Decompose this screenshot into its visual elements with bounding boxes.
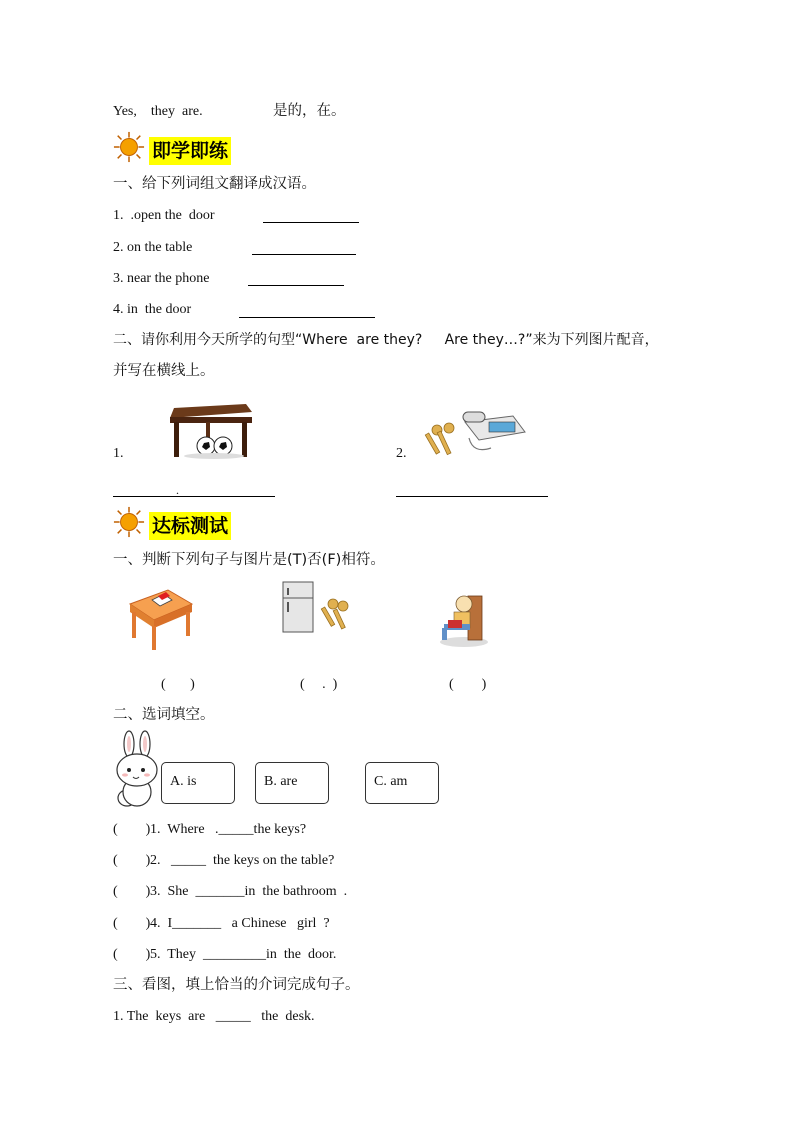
phrase-item: 4. in the door — [113, 302, 192, 317]
intro-chinese: 是的，在。 — [273, 103, 346, 119]
picture-label: 2. — [396, 446, 407, 461]
book-on-table-picture — [128, 582, 194, 652]
fridge-and-keys-picture — [281, 580, 351, 634]
question-text: 5. They _________in the door. — [150, 947, 337, 962]
phrase-item: 1. .open the door — [113, 208, 215, 223]
test-part3-title: 三、看图，填上恰当的介词完成句子。 — [113, 977, 360, 993]
option-label: B. are — [264, 774, 298, 789]
answer-blank[interactable] — [113, 496, 275, 497]
prep-question: 1. The keys are _____ the desk. — [113, 1009, 315, 1024]
answer-blank[interactable] — [252, 254, 356, 255]
question-text: 3. She _______in the bathroom . — [150, 884, 348, 899]
question-paren[interactable]: ( ) — [113, 947, 151, 962]
answer-blank[interactable] — [239, 317, 375, 318]
test-part2-title: 二、选词填空。 — [113, 707, 215, 723]
answer-blank[interactable] — [248, 285, 344, 286]
question-paren[interactable]: ( ) — [113, 853, 151, 868]
question-paren[interactable]: ( ) — [113, 884, 151, 899]
answer-blank[interactable] — [396, 496, 548, 497]
rabbit-picture — [113, 730, 163, 812]
option-label: C. am — [374, 774, 408, 789]
keys-and-phone-picture — [423, 408, 527, 460]
answer-paren[interactable]: ( . ) — [300, 677, 338, 692]
question-paren[interactable]: ( ) — [113, 822, 151, 837]
picture-label: 1. — [113, 446, 124, 461]
sun-icon — [113, 131, 145, 163]
phrase-item: 2. on the table — [113, 240, 193, 255]
question-text: 4. I_______ a Chinese girl ? — [150, 916, 330, 931]
answer-paren[interactable]: ( ) — [449, 677, 487, 692]
option-label: A. is — [170, 774, 197, 789]
answer-paren[interactable]: ( ) — [161, 677, 195, 692]
section2-heading: 达标测试 — [149, 512, 231, 540]
person-in-chair-picture — [438, 592, 490, 648]
intro-english: Yes, they are. — [113, 104, 203, 119]
sun-icon — [113, 506, 145, 538]
table-with-balls-picture — [168, 400, 254, 460]
phrase-item: 3. near the phone — [113, 271, 210, 286]
option-box-c[interactable] — [365, 762, 439, 804]
option-box-b[interactable] — [255, 762, 329, 804]
section1-heading: 即学即练 — [149, 137, 231, 165]
part2-title: 二、请你利用今天所学的句型“Where are they? Are they…?”来为下列图片配音， — [113, 332, 659, 348]
blank-dot: . — [176, 483, 179, 497]
option-box-a[interactable] — [161, 762, 235, 804]
question-text: 1. Where ._____the keys? — [150, 822, 307, 837]
question-text: 2. _____ the keys on the table? — [150, 853, 335, 868]
test-part1-title: 一、判断下列句子与图片是(T)否(F)相符。 — [113, 552, 385, 568]
answer-blank[interactable] — [263, 222, 359, 223]
part2-title-cont: 并写在横线上。 — [113, 363, 215, 379]
question-paren[interactable]: ( ) — [113, 916, 151, 931]
part1-title: 一、给下列词组文翻译成汉语。 — [113, 176, 316, 192]
